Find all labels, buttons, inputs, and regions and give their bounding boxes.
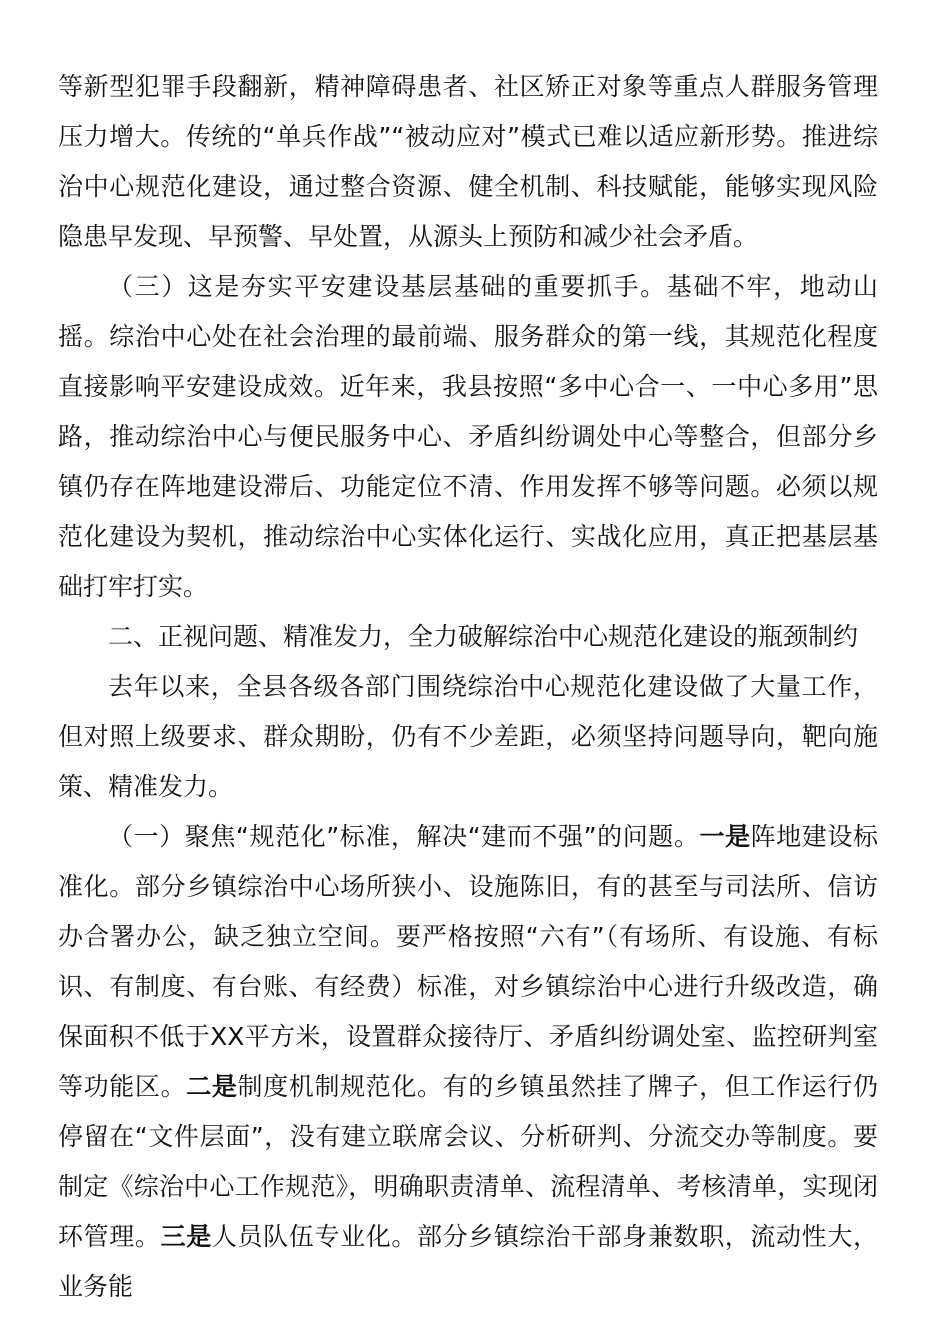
point-three-label: 三是 [160,1222,212,1251]
paragraph-standardization [58,812,878,1312]
section-heading-two: 二、正视问题、精准发力，全力破解综治中心规范化建设的瓶颈制约 [108,622,859,651]
point-two-text: 制度机制规范化。有的乡镇虽然挂了牌子，但工作运行仍停留在“文件层面”，没有建立联席会议、分析研判、分流交办等制度。要制定《综治中心工作规范》，明确职责清单、流程清单、考核清单，实现闭环管理。 [58,1072,878,1251]
document-body [58,62,878,1312]
paragraph-problem-orientation: 去年以来，全县各级各部门围绕综治中心规范化建设做了大量工作，但对照上级要求、群众期盼，仍有不少差距，必须坚持问题导向，靶向施策、精准发力。 [58,672,878,801]
paragraph-grassroots-foundation: （三）这是夯实平安建设基层基础的重要抓手。基础不牢，地动山摇。综治中心处在社会治理的最前端、服务群众的第一线，其规范化程度直接影响平安建设成效。近年来，我县按照“多中心合一、一中心多用”思路，推动综治中心与便民服务中心、矛盾纠纷调处中心等整合，但部分乡镇仍存在阵地建设滞后、功能定位不清、作用发挥不够等问题。必须以规范化建设为契机，推动综治中心实体化运行、实战化应用，真正把基层基础打牢打实。 [58,272,878,601]
point-two-label: 二是 [186,1072,238,1101]
paragraph-risk-prevention: 等新型犯罪手段翻新，精神障碍患者、社区矫正对象等重点人群服务管理压力增大。传统的“单兵作战”“被动应对”模式已难以适应新形势。推进综治中心规范化建设，通过整合资源、健全机制、科技赋能，能够实现风险隐患早发现、早预警、早处置，从源头上预防和减少社会矛盾。 [58,72,878,251]
point-one-text: 阵地建设标准化。部分乡镇综治中心场所狭小、设施陈旧，有的甚至与司法所、信访办合署办公，缺乏独立空间。要严格按照“六有”（有场所、有设施、有标识、有制度、有台账、有经费）标准，对乡镇综治中心进行升级改造，确保面积不低于XX平方米，设置群众接待厅、矛盾纠纷调处室、监控研判室等功能区。 [58,822,878,1101]
subheading-standardization: （一）聚焦“规范化”标准，解决“建而不强”的问题。 [108,822,700,851]
point-three-text: 人员队伍专业化。部分乡镇综治干部身兼数职，流动性大，业务能 [58,1222,878,1301]
point-one-label: 一是 [699,822,751,851]
